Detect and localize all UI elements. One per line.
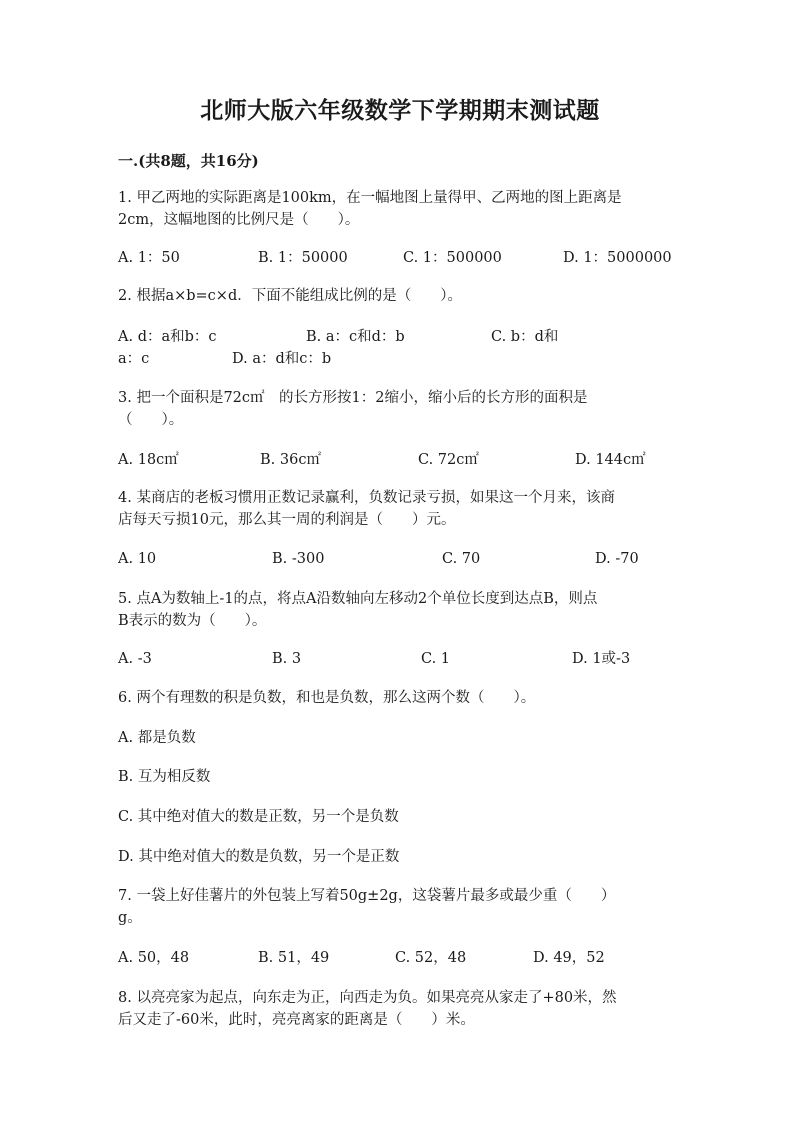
question-5-line-2: B表示的数为（ ）。 xyxy=(118,613,267,629)
question-2-option-c: C. b：d和 xyxy=(491,329,559,345)
question-7-option-d: D. 49，52 xyxy=(533,950,605,966)
question-4-line-2: 店每天亏损10元，那么其一周的利润是（ ）元。 xyxy=(118,512,456,528)
section-heading: 一.(共8题，共16分) xyxy=(118,152,259,170)
question-5-option-d: D. 1或-3 xyxy=(572,651,631,667)
question-7-option-a: A. 50，48 xyxy=(118,950,190,966)
question-3-option-c: C. 72c㎡ xyxy=(418,452,479,468)
page-title: 北师大版六年级数学下学期期末测试题 xyxy=(200,97,600,124)
question-7-option-b: B. 51，49 xyxy=(258,950,330,966)
question-3-option-a: A. 18c㎡ xyxy=(118,452,179,468)
question-8-line-1: 8. 以亮亮家为起点，向东走为正，向西走为负。如果亮亮从家走了+80米，然 xyxy=(118,990,617,1006)
question-1-option-a: A. 1：50 xyxy=(118,250,180,266)
question-6-option-a: A. 都是负数 xyxy=(118,730,196,746)
question-5-option-a: A. -3 xyxy=(118,651,152,667)
question-1-option-d: D. 1：5000000 xyxy=(563,250,672,266)
question-3-option-b: B. 36c㎡ xyxy=(260,452,321,468)
question-1-line-2: 2cm，这幅地图的比例尺是（ ）。 xyxy=(118,212,360,228)
question-3-line-1: 3. 把一个面积是72c㎡ 的长方形按1：2缩小，缩小后的长方形的面积是 xyxy=(118,390,588,406)
question-3-line-2: （ ）。 xyxy=(118,412,184,428)
question-4-line-1: 4. 某商店的老板习惯用正数记录赢利，负数记录亏损，如果这一个月来，该商 xyxy=(118,490,615,506)
question-7-line-2: g。 xyxy=(118,910,142,926)
question-1-line-1: 1. 甲乙两地的实际距离是100km，在一幅地图上量得甲、乙两地的图上距离是 xyxy=(118,190,622,206)
question-4-option-a: A. 10 xyxy=(118,551,157,567)
question-6-option-b: B. 互为相反数 xyxy=(118,769,211,785)
question-6-option-c: C. 其中绝对值大的数是正数，另一个是负数 xyxy=(118,809,399,825)
question-5-line-1: 5. 点A为数轴上-1的点，将点A沿数轴向左移动2个单位长度到达点B，则点 xyxy=(118,591,598,607)
question-2-option-d: D. a：d和c：b xyxy=(232,351,332,367)
question-5-option-c: C. 1 xyxy=(421,651,451,667)
question-5-option-b: B. 3 xyxy=(272,651,302,667)
question-2-option-a: A. d：a和b：c xyxy=(118,329,217,345)
question-4-option-c: C. 70 xyxy=(442,551,481,567)
question-8-line-2: 后又走了-60米，此时，亮亮离家的距离是（ ）米。 xyxy=(118,1012,475,1028)
question-3-option-d: D. 144c㎡ xyxy=(575,452,646,468)
question-6-option-d: D. 其中绝对值大的数是负数，另一个是正数 xyxy=(118,849,400,865)
question-7-option-c: C. 52，48 xyxy=(395,950,467,966)
question-4-option-b: B. -300 xyxy=(272,551,325,567)
question-4-option-d: D. -70 xyxy=(595,551,639,567)
question-2-line-1: 2. 根据a×b=c×d．下面不能组成比例的是（ ）。 xyxy=(118,288,462,304)
question-6-line-1: 6. 两个有理数的积是负数，和也是负数，那么这两个数（ ）。 xyxy=(118,690,536,706)
question-1-option-c: C. 1：500000 xyxy=(403,250,502,266)
question-7-line-1: 7. 一袋上好佳薯片的外包装上写着50g±2g，这袋薯片最多或最少重（ ） xyxy=(118,888,616,904)
question-2-option-c-cont: a：c xyxy=(118,351,150,367)
question-1-option-b: B. 1：50000 xyxy=(258,250,348,266)
question-2-option-b: B. a：c和d：b xyxy=(306,329,405,345)
